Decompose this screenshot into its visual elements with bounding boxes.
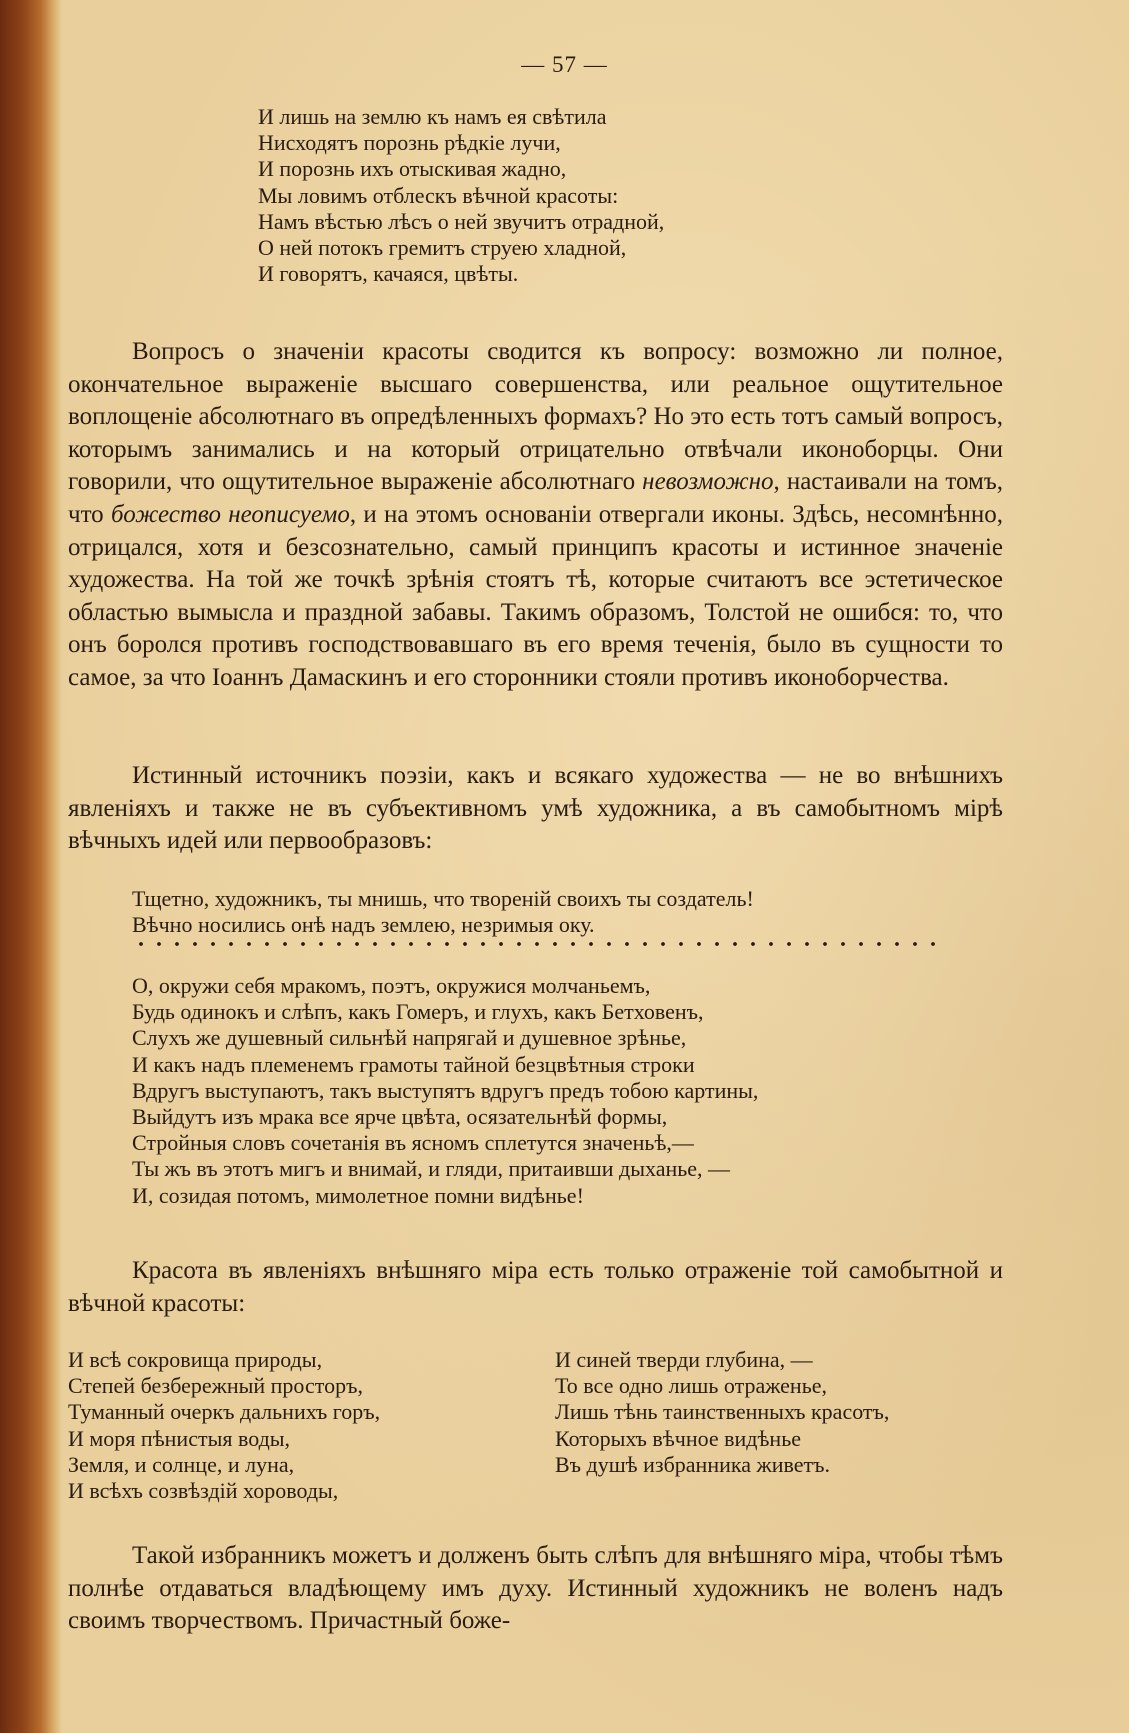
- verse-line: Тщетно, художникъ, ты мнишь, что твореній своихъ ты создатель!: [132, 886, 754, 911]
- verse-line: И моря пѣнистыя воды,: [68, 1425, 291, 1451]
- verse-line: Туманный очеркъ дальнихъ горъ,: [68, 1399, 381, 1425]
- italic-term: божество неописуемо: [110, 500, 350, 528]
- verse-stanza-2b: [132, 973, 758, 1209]
- verse-stanza-3-left: [68, 1347, 380, 1504]
- verse-line: И всѣ сокровища природы,: [68, 1347, 323, 1372]
- paragraph-beauty-reflection: [68, 1255, 1003, 1320]
- verse-stanza-2a: [132, 886, 754, 938]
- verse-line: О ней потокъ гремитъ струею хладной,: [258, 235, 627, 261]
- verse-line: Земля, и солнце, и луна,: [68, 1451, 295, 1477]
- verse-line: Въ душѣ избранника живетъ.: [555, 1451, 830, 1477]
- verse-line: Ты жъ въ этотъ мигъ и внимай, и гляди, притаивши дыханье, —: [132, 1156, 731, 1182]
- paragraph-text: Истинный источникъ поэзіи, какъ и всякаго художества — не во внѣшнихъ явленіяхъ и также не въ субъективномъ умѣ художника, а въ самобытномъ мірѣ вѣчныхъ идей или первообразовъ:: [68, 762, 1003, 855]
- page-number: — 57 —: [521, 52, 608, 77]
- verse-line: И синей тверди глубина, —: [555, 1347, 813, 1372]
- paragraph-text: Красота въ явленіяхъ внѣшняго міра есть только отраженіе той самобытной и вѣчной красоты:: [68, 1257, 1003, 1317]
- verse-line: И какъ надъ племенемъ грамоты тайной безцвѣтныя строки: [132, 1051, 695, 1077]
- verse-stanza-1: [258, 104, 664, 287]
- paragraph-text: , настаивали на томъ, что: [68, 468, 1004, 528]
- verse-line: И всѣхъ созвѣздій хороводы,: [68, 1478, 339, 1504]
- verse-line: То все одно лишь отраженье,: [555, 1373, 828, 1399]
- verse-line: И, созидая потомъ, мимолетное помни видѣнье!: [132, 1182, 584, 1208]
- verse-line: И говорятъ, качаяся, цвѣты.: [258, 261, 519, 287]
- paragraph-source-of-poetry: [68, 760, 1003, 858]
- verse-line: Лишь тѣнь таинственныхъ красотъ,: [555, 1399, 890, 1425]
- italic-term: невозможно: [642, 468, 774, 496]
- verse-stanza-3-right: [555, 1347, 889, 1478]
- verse-line: Будь одинокъ и слѣпъ, какъ Гомеръ, и глухъ, какъ Бетховенъ,: [132, 999, 704, 1025]
- ellipsis-dot-row: [132, 941, 940, 947]
- paragraph-iconoclasm: [68, 336, 1003, 695]
- verse-line: Намъ вѣстью лѣсъ о ней звучитъ отрадной,: [258, 208, 665, 234]
- verse-line: Слухъ же душевный сильнѣй напрягай и душевное зрѣнье,: [132, 1025, 687, 1051]
- verse-line: И лишь на землю къ намъ ея свѣтила: [258, 104, 607, 129]
- verse-line: Нисходятъ порознь рѣдкіе лучи,: [258, 130, 561, 156]
- paragraph-chosen-artist: [68, 1540, 1003, 1638]
- verse-line: Степей безбережный просторъ,: [68, 1373, 363, 1399]
- verse-line: Вѣчно носились онѣ надъ землею, незримыя оку.: [132, 912, 595, 938]
- verse-line: И порознь ихъ отыскивая жадно,: [258, 156, 567, 182]
- paragraph-text: Вопросъ о значеніи красоты сводится къ вопросу: возможно ли полное, окончательное выраженіе высшаго совершенства, или реальное ощутительное воплощеніе абсолютнаго въ опредѣленныхъ формахъ? Но это есть тотъ самый вопросъ, которымъ занимались и на который отрицательно отвѣчали иконоборцы. Они говорили, что ощутительное выраженіе абсолютнаго: [68, 338, 1003, 496]
- verse-line: Выйдутъ изъ мрака все ярче цвѣта, осязательнѣй формы,: [132, 1104, 668, 1130]
- verse-line: О, окружи себя мракомъ, поэтъ, окружися молчаньемъ,: [132, 973, 651, 998]
- verse-line: Стройныя словъ сочетанія въ ясномъ сплетутся значеньѣ,—: [132, 1130, 694, 1156]
- verse-line: Которыхъ вѣчное видѣнье: [555, 1425, 802, 1451]
- verse-line: Вдругъ выступаютъ, такъ выступятъ вдругъ предъ тобою картины,: [132, 1077, 759, 1103]
- verse-line: Мы ловимъ отблескъ вѣчной красоты:: [258, 182, 619, 208]
- paragraph-text: Такой избранникъ можетъ и долженъ быть слѣпъ для внѣшняго міра, чтобы тѣмъ полнѣе отдаваться владѣющему имъ духу. Истинный художникъ не воленъ надъ своимъ творчествомъ. Причастный боже-: [68, 1542, 1003, 1635]
- paragraph-text: , и на этомъ основаніи отвергали иконы. Здѣсь, несомнѣнно, отрицался, хотя и безсознательно, самый принципъ красоты и истинное значеніе художества. На той же точкѣ зрѣнія стоятъ тѣ, которые считаютъ все эстетическое областью вымысла и праздной забавы. Такимъ образомъ, Толстой не ошибся: то, что онъ боролся противъ господствовавшаго въ его время теченія, было въ сущности то самое, за что Іоаннъ Дамаскинъ и его сторонники стояли противъ иконоборчества.: [68, 500, 1004, 691]
